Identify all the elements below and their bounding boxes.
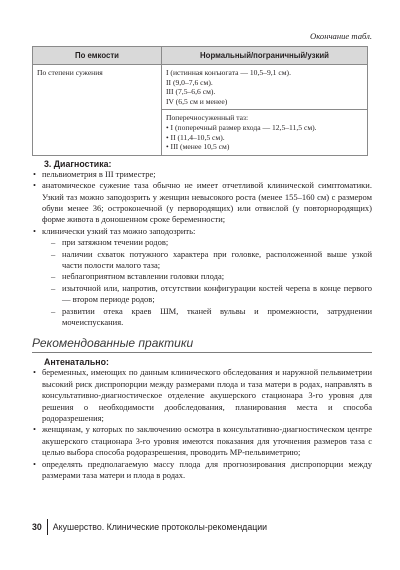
section-heading-recommended: Рекомендованные практики — [32, 336, 372, 353]
list-item: • анатомическое сужение таза обычно не имеет отчетливой клинической симптоматики. Узкий таз можно заподозрить у женщин невысокого роста (менее 155–160 см) с размером обуви менее 36; остроконечной (у первородящих) или отвислой (у повторнородящих) форме живота в доношенном сроке беременности; — [32, 180, 372, 226]
transverse-line: • II (11,4–10,5 см). — [166, 132, 225, 142]
degree-line: I (истинная конъюгата — 10,5–9,1 см). — [166, 68, 291, 77]
table-header-capacity: По емкости — [33, 47, 162, 65]
dash-item: – при затяжном течении родов; — [42, 237, 372, 248]
degree-line: II (9,0–7,6 см). — [166, 77, 213, 87]
transverse-line: • III (менее 10,5 см) — [166, 142, 230, 152]
diagnostics-heading: 3. Диагностика: — [44, 158, 112, 169]
cell-degrees-block — [162, 65, 368, 110]
page-footer — [32, 519, 267, 535]
table-header-type: Нормальный/пограничный/узкий — [162, 47, 368, 65]
antenatal-heading: Антенатально: — [44, 357, 109, 368]
dash-item: – наличии схваток потужного характера при головке, расположенной выше узкой части полости малого таза; — [42, 249, 372, 272]
recommended-body — [32, 367, 372, 481]
dash-item: – изыточной или, напротив, отсутствии конфигурации костей черепа в конце первого — втором периоде родов; — [42, 283, 372, 306]
degree-line: III (7,5–6,6 см). — [166, 87, 216, 97]
dash-item: – развитии отека краев ШМ, тканей вульвы и промежности, затруднении мочеиспускания. — [42, 306, 372, 329]
running-title: Акушерство. Клинические протоколы-рекомендации — [52, 522, 268, 532]
dash-item: – неблагоприятном вставлении головки плода; — [42, 271, 372, 282]
list-item — [32, 226, 372, 329]
degree-line: IV (6,5 см и менее) — [166, 96, 228, 106]
row-label-narrowing: По степени сужения — [33, 65, 162, 156]
pelvis-table — [32, 46, 368, 156]
cell-transverse-block — [162, 110, 368, 155]
table-continuation-label: Окончание табл. — [310, 31, 372, 41]
transverse-line: • I (поперечный размер входа — 12,5–11,5 см). — [166, 122, 317, 132]
transverse-title: Поперечносуженный таз: — [166, 113, 249, 123]
list-item: • беременных, имеющих по данным клинического обследования и наружной пельвиметрии высокий риск диспропорции между размерами плода и таза матери в родах, направлять в консультативно-диагностическое отделение акушерского стационара 3-го уровня для решения о необходимости дообследования, планирования места и способа родоразрешения; — [32, 367, 372, 424]
list-item-text: клинически узкий таз можно заподозрить: — [42, 225, 196, 236]
list-item: • женщинам, у которых по заключению осмотра в консультативно-диагностическом центре акушерского стационара 3-го уровня имеются показания для уточнения размеров таза с целью выбора способа родоразрешения, проводить МР-пельвиметрию; — [32, 424, 372, 458]
diagnostics-body — [32, 169, 372, 329]
page — [32, 0, 372, 482]
list-item: • пельвиометрия в III триместре; — [32, 169, 372, 180]
table-header-row — [33, 47, 368, 65]
dash-list — [42, 237, 372, 328]
list-item: • определять предполагаемую массу плода для прогнозирования диспропорции между размерами таза матери и плода в родах. — [32, 459, 372, 482]
page-number: 30 — [32, 519, 48, 535]
table-row — [33, 65, 368, 110]
